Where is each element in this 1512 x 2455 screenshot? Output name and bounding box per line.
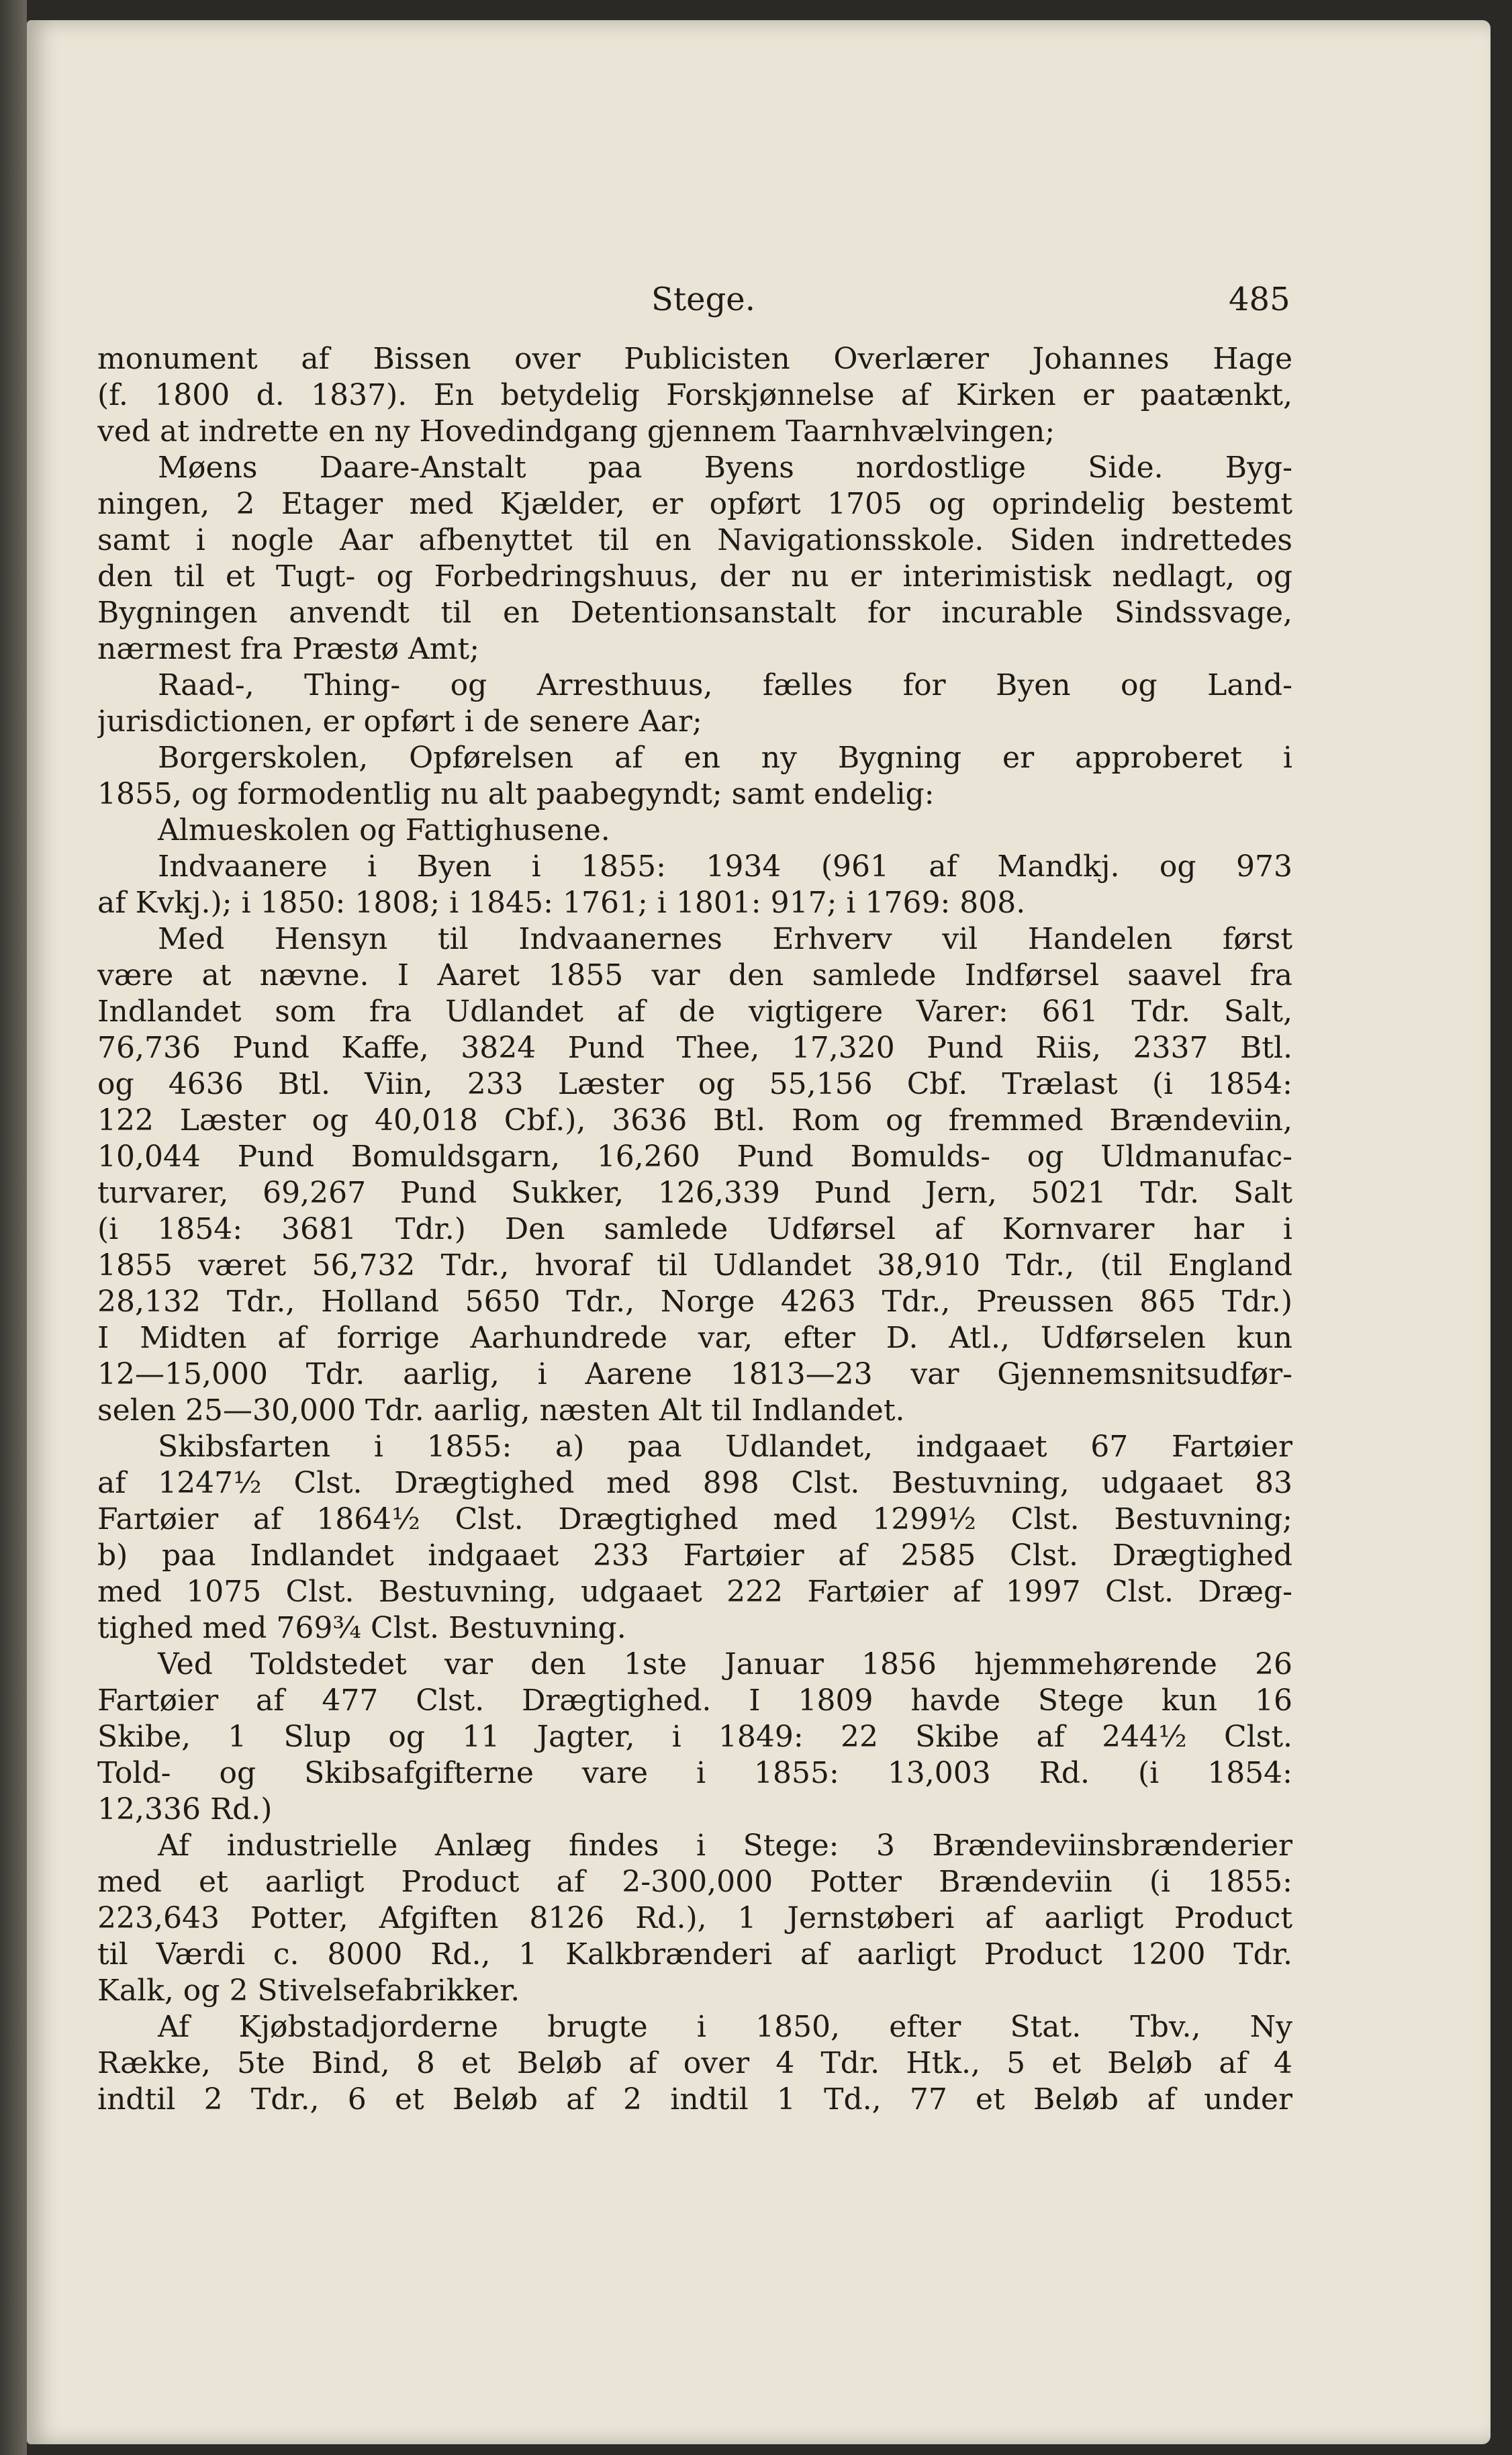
text-line: og 4636 Btl. Viin, 233 Læster og 55,156 Cbf. Trælast (i 1854: <box>97 1067 1292 1101</box>
text-line: være at nævne. I Aaret 1855 var den samlede Indførsel saavel fra <box>97 958 1292 992</box>
page-header <box>27 262 1491 329</box>
text-line: Almueskolen og Fattighusene. <box>158 813 610 847</box>
text-line: Række, 5te Bind, 8 et Beløb af over 4 Tdr. Htk., 5 et Beløb af 4 <box>97 2046 1292 2080</box>
text-line: Møens Daare-Anstalt paa Byens nordostlige Side. Byg- <box>158 451 1292 485</box>
text-line: Af industrielle Anlæg findes i Stege: 3 Brændeviinsbrænderier <box>158 1828 1292 1863</box>
text-line: Med Hensyn til Indvaanernes Erhverv vil Handelen først <box>158 922 1292 956</box>
text-line: monument af Bissen over Publicisten Overlærer Johannes Hage <box>97 342 1292 376</box>
text-line: b) paa Indlandet indgaaet 233 Fartøier af 2585 Clst. Drægtighed <box>97 1538 1292 1573</box>
body-text <box>97 341 1292 2118</box>
text-line: turvarer, 69,267 Pund Sukker, 126,339 Pund Jern, 5021 Tdr. Salt <box>97 1176 1292 1210</box>
text-line: Fartøier af 477 Clst. Drægtighed. I 1809 havde Stege kun 16 <box>97 1683 1292 1718</box>
text-line: 1855 været 56,732 Tdr., hvoraf til Udlandet 38,910 Tdr., (til England <box>97 1248 1292 1283</box>
text-line: 12,336 Rd.) <box>97 1792 273 1826</box>
text-line: (f. 1800 d. 1837). En betydelig Forskjønnelse af Kirken er paatænkt, <box>97 378 1292 412</box>
text-line: Indlandet som fra Udlandet af de vigtigere Varer: 661 Tdr. Salt, <box>97 994 1292 1029</box>
text-line: nærmest fra Præstø Amt; <box>97 632 480 666</box>
text-line: Ved Toldstedet var den 1ste Januar 1856 hjemmehørende 26 <box>158 1647 1292 1681</box>
text-line: 122 Læster og 40,018 Cbf.), 3636 Btl. Rom og fremmed Brændeviin, <box>97 1103 1292 1138</box>
text-line: Indvaanere i Byen i 1855: 1934 (961 af Mandkj. og 973 <box>158 849 1292 884</box>
text-line: med 1075 Clst. Bestuvning, udgaaet 222 Fartøier af 1997 Clst. Dræg- <box>97 1575 1292 1609</box>
text-line: Skibe, 1 Slup og 11 Jagter, i 1849: 22 Skibe af 244½ Clst. <box>97 1720 1292 1754</box>
text-line: Bygningen anvendt til en Detentionsanstalt for incurable Sindssvage, <box>97 596 1292 630</box>
page-number: 485 <box>1229 281 1290 318</box>
running-title: Stege. <box>651 281 755 318</box>
text-line: samt i nogle Aar afbenyttet til en Navigationsskole. Siden indrettedes <box>97 523 1292 557</box>
text-line: Told- og Skibsafgifterne vare i 1855: 13,003 Rd. (i 1854: <box>97 1756 1292 1790</box>
text-line: 28,132 Tdr., Holland 5650 Tdr., Norge 4263 Tdr., Preussen 865 Tdr.) <box>97 1285 1292 1319</box>
text-line: Kalk, og 2 Stivelsefabrikker. <box>97 1974 520 2008</box>
text-line: Af Kjøbstadjorderne brugte i 1850, efter Stat. Tbv., Ny <box>158 2010 1292 2044</box>
text-line: Borgerskolen, Opførelsen af en ny Bygning er approberet i <box>158 741 1292 775</box>
text-line: tighed med 769¾ Clst. Bestuvning. <box>97 1611 626 1645</box>
text-line: 76,736 Pund Kaffe, 3824 Pund Thee, 17,320 Pund Riis, 2337 Btl. <box>97 1031 1292 1065</box>
book-page <box>27 20 1491 2444</box>
text-line: af 1247½ Clst. Drægtighed med 898 Clst. Bestuvning, udgaaet 83 <box>97 1466 1292 1500</box>
text-line: Skibsfarten i 1855: a) paa Udlandet, indgaaet 67 Fartøier <box>158 1430 1292 1464</box>
text-line: ved at indrette en ny Hovedindgang gjennem Taarnhvælvingen; <box>97 414 1055 449</box>
text-line: jurisdictionen, er opført i de senere Aar; <box>97 704 702 739</box>
text-line: Raad-, Thing- og Arresthuus, fælles for Byen og Land- <box>158 668 1292 702</box>
text-line: 223,643 Potter, Afgiften 8126 Rd.), 1 Jernstøberi af aarligt Product <box>97 1901 1292 1935</box>
text-line: med et aarligt Product af 2-300,000 Potter Brændeviin (i 1855: <box>97 1865 1292 1899</box>
text-line: I Midten af forrige Aarhundrede var, efter D. Atl., Udførselen kun <box>97 1321 1292 1355</box>
text-line: (i 1854: 3681 Tdr.) Den samlede Udførsel af Kornvarer har i <box>97 1212 1292 1246</box>
text-line: af Kvkj.); i 1850: 1808; i 1845: 1761; i 1801: 917; i 1769: 808. <box>97 886 1026 920</box>
text-line: ningen, 2 Etager med Kjælder, er opført 1705 og oprindelig bestemt <box>97 487 1292 521</box>
text-line: Fartøier af 1864½ Clst. Drægtighed med 1299½ Clst. Bestuvning; <box>97 1502 1292 1536</box>
text-line: den til et Tugt- og Forbedringshuus, der nu er interimistisk nedlagt, og <box>97 559 1292 594</box>
previous-page-edge <box>0 0 27 2455</box>
text-line: 12—15,000 Tdr. aarlig, i Aarene 1813—23 var Gjennemsnitsudfør- <box>97 1357 1292 1391</box>
text-line: 1855, og formodentlig nu alt paabegyndt; samt endelig: <box>97 777 935 811</box>
text-line: indtil 2 Tdr., 6 et Beløb af 2 indtil 1 Td., 77 et Beløb af under <box>97 2082 1292 2117</box>
text-line: til Værdi c. 8000 Rd., 1 Kalkbrænderi af aarligt Product 1200 Tdr. <box>97 1937 1292 1972</box>
text-line: 10,044 Pund Bomuldsgarn, 16,260 Pund Bomulds- og Uldmanufac- <box>97 1140 1292 1174</box>
text-line: selen 25—30,000 Tdr. aarlig, næsten Alt til Indlandet. <box>97 1393 905 1428</box>
